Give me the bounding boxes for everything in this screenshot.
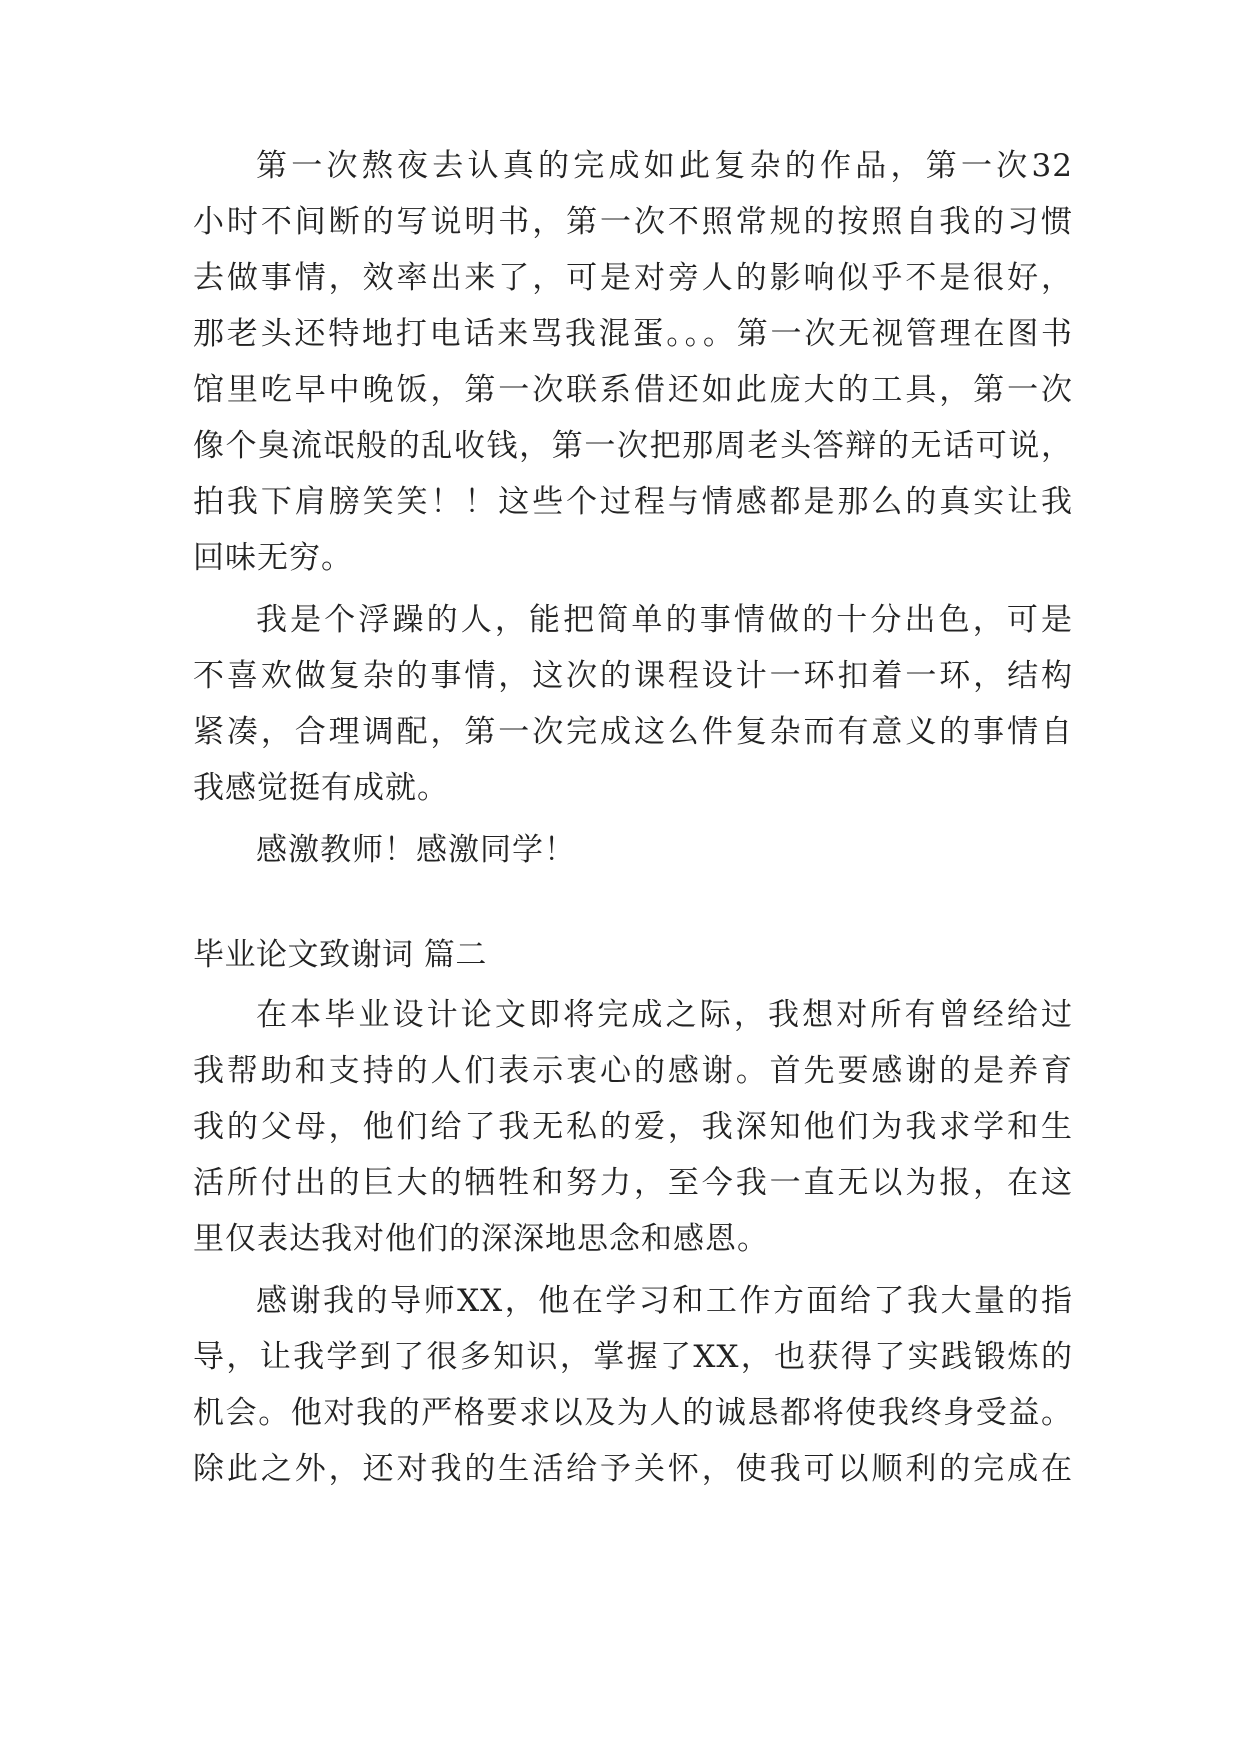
paragraph-line: 导，让我学到了很多知识，掌握了XX，也获得了实践锻炼的 bbox=[193, 1339, 1073, 1375]
paragraph-line: 去做事情，效率出来了，可是对旁人的影响似乎不是很好， bbox=[193, 260, 1073, 296]
paragraph-line: 我是个浮躁的人，能把简单的事情做的十分出色，可是 bbox=[256, 602, 1073, 638]
paragraph-line: 回味无穷。 bbox=[193, 540, 353, 576]
paragraph-line: 里仅表达我对他们的深深地思念和感恩。 bbox=[193, 1221, 769, 1257]
paragraph-line: 我的父母，他们给了我无私的爱，我深知他们为我求学和生 bbox=[193, 1109, 1073, 1145]
section-heading: 毕业论文致谢词 篇二 bbox=[193, 937, 487, 973]
paragraph-line: 像个臭流氓般的乱收钱，第一次把那周老头答辩的无话可说， bbox=[193, 428, 1073, 464]
paragraph-line: 小时不间断的写说明书，第一次不照常规的按照自我的习惯 bbox=[193, 204, 1073, 240]
paragraph-line: 感谢我的导师XX，他在学习和工作方面给了我大量的指 bbox=[256, 1283, 1073, 1319]
paragraph-line: 机会。他对我的严格要求以及为人的诚恳都将使我终身受益。 bbox=[193, 1395, 1073, 1431]
paragraph-line: 活所付出的巨大的牺牲和努力，至今我一直无以为报，在这 bbox=[193, 1165, 1073, 1201]
paragraph-line: 除此之外，还对我的生活给予关怀，使我可以顺利的完成在 bbox=[193, 1451, 1073, 1487]
paragraph-line: 感激教师！感激同学！ bbox=[256, 832, 576, 868]
paragraph-line: 不喜欢做复杂的事情，这次的课程设计一环扣着一环，结构 bbox=[193, 658, 1073, 694]
paragraph-line: 馆里吃早中晚饭，第一次联系借还如此庞大的工具，第一次 bbox=[193, 372, 1073, 408]
paragraph-line: 我感觉挺有成就。 bbox=[193, 770, 449, 806]
paragraph-line: 在本毕业设计论文即将完成之际，我想对所有曾经给过 bbox=[256, 997, 1073, 1033]
paragraph-line: 拍我下肩膀笑笑！！这些个过程与情感都是那么的真实让我 bbox=[193, 484, 1073, 520]
paragraph-line: 那老头还特地打电话来骂我混蛋。。。第一次无视管理在图书 bbox=[193, 316, 1073, 352]
paragraph-line: 第一次熬夜去认真的完成如此复杂的作品，第一次32 bbox=[256, 148, 1073, 184]
paragraph-line: 我帮助和支持的人们表示衷心的感谢。首先要感谢的是养育 bbox=[193, 1053, 1073, 1089]
paragraph-line: 紧凑，合理调配，第一次完成这么件复杂而有意义的事情自 bbox=[193, 714, 1073, 750]
